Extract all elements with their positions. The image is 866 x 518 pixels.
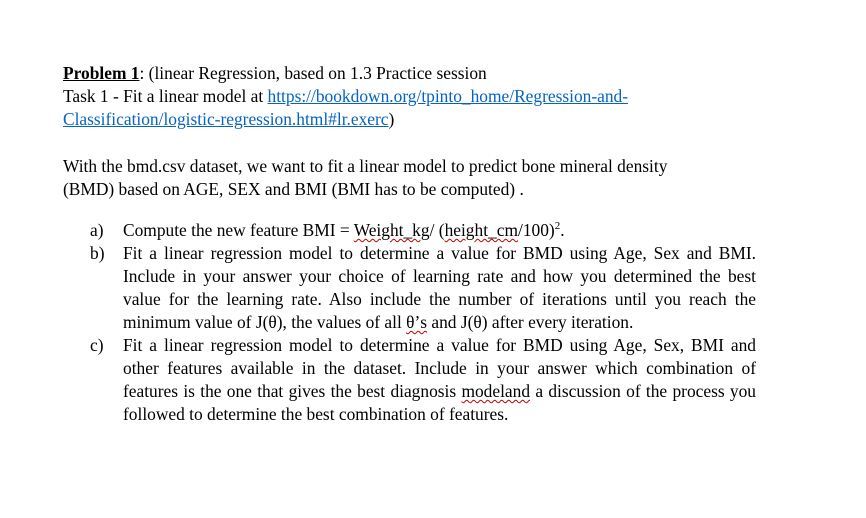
task-line [63,85,843,108]
task-a-text-2: / ( [429,220,445,240]
task-b-text-2: and J(θ) after every iteration. [427,312,634,332]
task-c-text-2: a discussion of the process you followed to determine the best combination of features. [123,381,756,424]
task-marker-b: b) [90,243,105,263]
problem-header [63,62,843,131]
task-c-text-1: Fit a linear regression model to determine a value for BMD using Age, Sex, BMI and other features available in the dataset. Include in your answer which combination of features is the one that gives the best diagnosis [123,335,756,401]
intro-line-1: With the bmd.csv dataset, we want to fit a linear model to predict bone mineral density [63,156,668,176]
task-item-b [63,242,756,334]
task-prefix: Task 1 - Fit a linear model at [63,86,268,106]
task-a-height-term: height_cm [444,220,518,240]
task-item-a [63,219,756,242]
task-list [63,219,756,426]
task-b-text-1: Fit a linear regression model to determine a value for BMD using Age, Sex and BMI. Include in your answer your choice of learning rate and how you determined the best value for the learning rate. Also include the number of iterations until you reach the minimum value of J(θ), the values of all [123,243,756,332]
task-a-weight-term: Weight_kg [353,220,430,240]
problem-title-line [63,62,843,85]
task-item-c [63,334,756,426]
task-link-part2[interactable]: Classification/logistic-regression.html#lr.exerc [63,109,389,129]
problem-title: Problem 1 [63,63,140,83]
task-link-part1[interactable]: https://bookdown.org/tpinto_home/Regression-and- [267,86,629,106]
task-a-exponent: 2 [554,220,561,233]
task-marker-a: a) [90,220,104,240]
task-link-line2 [63,108,843,131]
task-c-model-term: modeland [461,381,531,401]
problem-title-suffix: : (linear Regression, based on 1.3 Practice session [139,63,487,83]
task-marker-c: c) [90,335,104,355]
intro-paragraph [63,155,763,201]
task-a-text-1: Compute the new feature BMI = [123,220,354,240]
task-link-suffix: ) [388,109,395,129]
task-a-text-4: . [560,220,565,240]
intro-line-2: (BMD) based on AGE, SEX and BMI (BMI has to be computed) . [63,179,524,199]
task-a-text-3: /100) [517,220,555,240]
task-b-theta-term: θ’s [406,312,428,332]
